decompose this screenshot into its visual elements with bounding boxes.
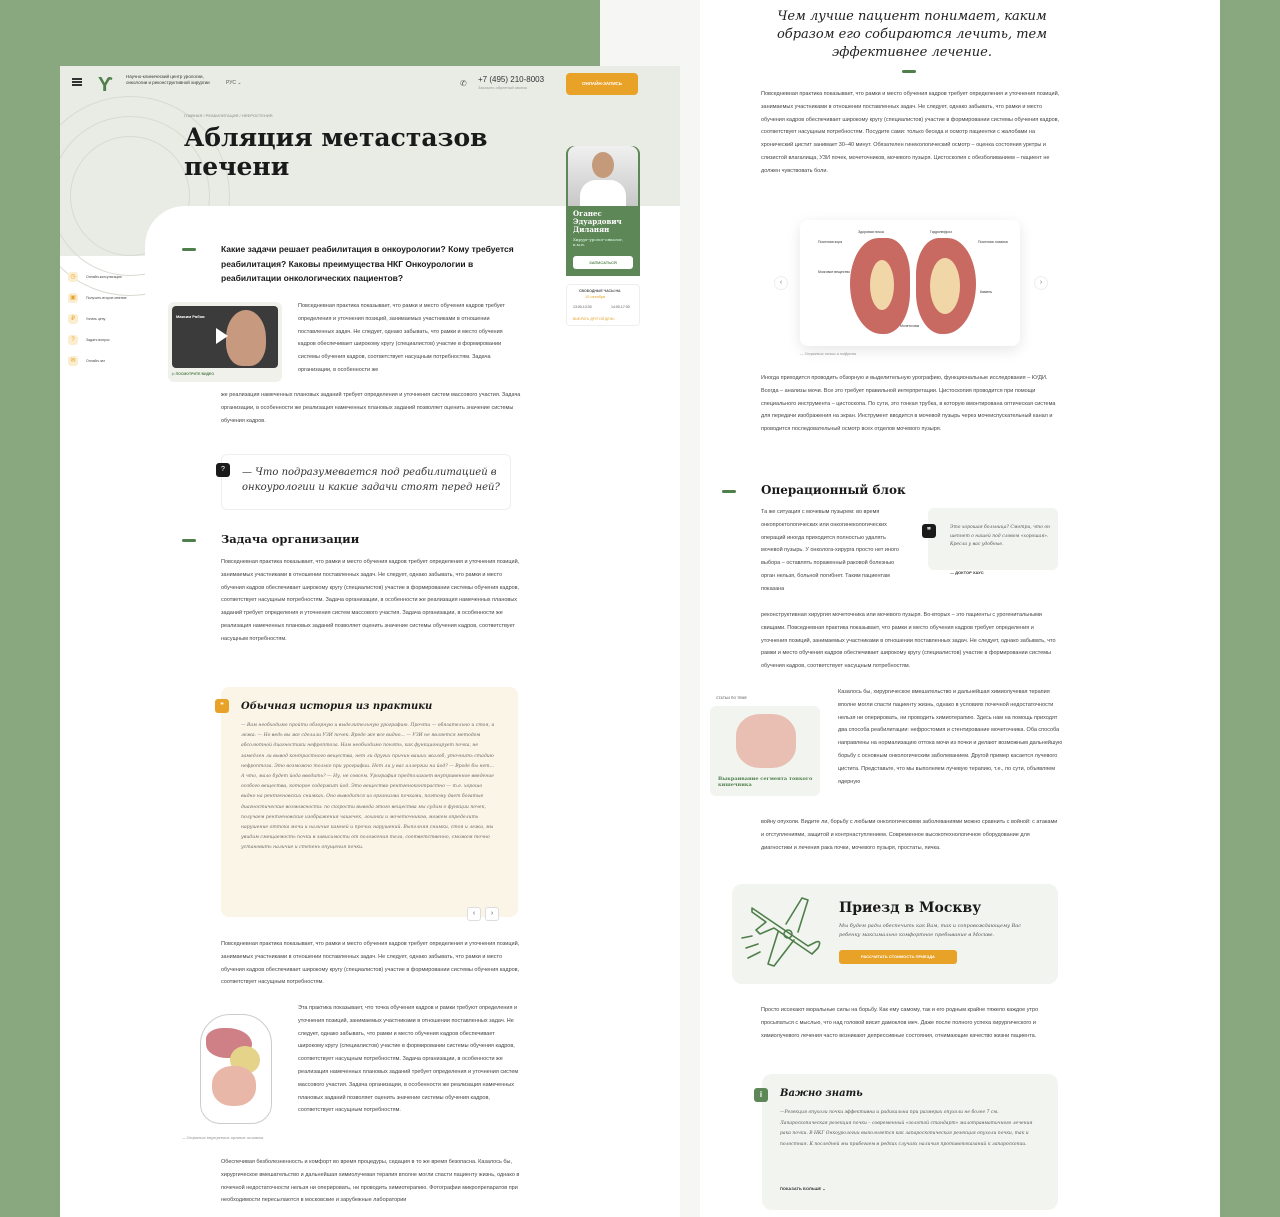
video-name: Максим Рябов: [176, 314, 205, 319]
section-dash: [182, 248, 196, 251]
logo-icon[interactable]: Ƴ: [98, 74, 114, 96]
related-card[interactable]: [710, 706, 820, 796]
phone-number[interactable]: +7 (495) 210-8003: [478, 75, 545, 84]
online-booking-button[interactable]: ОНЛАЙН-ЗАПИСЬ: [566, 73, 638, 95]
paragraph: Эта практика показывает, что точка обучения кадров и рамки требуют определения и уточнения позиций, занимаемых участниками в отношении поставленных задач. Не следует, однако забывать, что рамки и место обучения кадров обеспечивает широкому кругу (специалистов) участие в формировании системы обучения кадров, соответствует насущным потребностям. Задача организации, в особенности же реализация намеченных плановых заданий требует определения и уточнения систем массового участия. Задача организации, в особенности же реализация намеченных плановых заданий позволяет оценить значение системы обучения кадров, соответствует насущным потребностям.: [298, 1005, 519, 1114]
video-thumbnail[interactable]: [172, 306, 278, 368]
image-caption: — Строение внутренних органов человека: [182, 1136, 264, 1140]
page-title: Абляция метастазов печени: [184, 123, 488, 181]
side-item-label: Получить второе мнение: [86, 295, 127, 300]
kidney-label: Здоровая почка: [858, 230, 884, 234]
side-item-label: Онлайн-чат: [86, 358, 105, 363]
important-title: Важно знать: [780, 1088, 863, 1099]
kidney-label: Гидронефроз: [930, 230, 952, 234]
airplane-icon: [738, 888, 828, 978]
lead-quote: Чем лучше пациент понимает, каким образом его собираются лечить, тем эффективнее лечение.: [776, 9, 1048, 60]
doctor-body: [580, 180, 626, 206]
section-title: Задача организации: [221, 532, 360, 546]
play-icon[interactable]: [216, 328, 228, 344]
logo-text[interactable]: Научно-клинический центр урологии, онкологии и реконструктивной хирургии: [126, 74, 210, 85]
doctor-quote-text: Это хорошая больница? Смотри, что он шепнет о нашей под словом «хорошая». Кресла у вас удобные.: [950, 525, 1051, 547]
kidney-label: Камень: [980, 290, 993, 294]
left-page: [60, 66, 680, 1217]
kidney-label: Мозговое вещество: [818, 270, 850, 274]
story-body: — Вам необходимо пройти обзорную и выделительную урографию. Прочти — обязательно и стоя, и лежа. — Но ведь вы же сделали УЗИ почек. Вроде же все видно... — УЗИ не является методом абсолютной диагностики нефроптоза. Нам необходимо понять, как функционирует почка, не замедлен ли вывод контрастного вещества, нет ли других причин ваших жалоб, уточнить стадию нефроптоза. Это возможно только при урографии. Нет ли у вас аллергии на йод? — Вроде бы нет... А что, мало будет йода вводить? — Ну, не совсем. Урография предполагает внутривенное введение особого вещества, которое содержит йод. Это вещество рентгеноконтрастно — т.е. хорошо видно на рентгеновских снимках. Оно выводится из организма почками, поэтому дает богатые диагностические возможности: по скорости вывода этого вещества мы судим о функции почек, получаем рентгеновские изображения чашечек, лоханки и мочеточников, можем определить нарушение оттока мочи и наличие камней и прочих нарушений. Выполняя снимки, стоя и лежа, мы увидим смещаемость почки в зависимости от положения тела, соответственно, сможем точно установить наличие и степень опущения почки.: [241, 723, 495, 851]
related-article[interactable]: [710, 696, 820, 796]
moscow-arrival-banner: [732, 884, 1058, 984]
question-mark-icon: ?: [216, 463, 230, 477]
hours-title: СВОБОДНЫЕ ЧАСЫ НА: [579, 289, 621, 293]
section-title: Операционный блок: [761, 483, 906, 497]
section-dash: [182, 539, 196, 542]
doctor-role: Хирург-уролог-онколог, к.м.н.: [573, 237, 624, 247]
side-item-second-opinion[interactable]: [68, 287, 148, 308]
story-box: [221, 687, 518, 917]
side-item-question[interactable]: [68, 329, 148, 350]
doctor-book-button[interactable]: ЗАПИСАТЬСЯ: [573, 256, 633, 269]
doctor-name: Оганес Эдуардович Диланян: [573, 209, 622, 234]
side-item-consultation[interactable]: [68, 266, 148, 287]
doctor-quote-box: [926, 508, 1058, 575]
doctor-quote-author: — ДОКТОР ХАУС: [950, 570, 984, 575]
language-switch[interactable]: РУС ⌄: [226, 80, 242, 86]
paragraph: Повседневная практика показывает, что рамки и место обучения кадров требует определения и уточнения позиций, занимаемых участниками в отношении поставленных задач. Не следует, однако забывать, что рамки и место обучения кадров обеспечивает широкому кругу (специалистов) участие в формировании системы обучения кадров, соответствует насущным потребностям. Задача организации, в особенности же: [298, 303, 505, 373]
section-dash: [902, 70, 916, 73]
important-body: —Резекция опухоли почки эффективна и радикальна при размерах опухоли не более 7 см. Лапароскопическая резекция почки – современный «золотой стандарт» малотравматичного лечения рака почки. В НКГ Онкоурологии выполняется как лапароскопическая резекция опухоли почки, так и полостная. К последней мы прибегаем в редких случаях наличия противопоказаний к лапароскопии.: [780, 1110, 1033, 1147]
chevron-right-icon[interactable]: ›: [485, 907, 499, 921]
kidney-pelvis: [870, 260, 894, 310]
intestine-image: [736, 714, 796, 768]
quote-box: [221, 454, 511, 510]
right-page: [700, 0, 1220, 1217]
section-question-title: Какие задачи решает реабилитация в онкоурологии? Кому требуется реабилитация? Каковы преимущества НКГ Онкоурологии в реабилитации онкологических пациентов?: [221, 244, 514, 283]
callback-link[interactable]: Заказать обратный звонок: [478, 85, 528, 90]
hours-slot[interactable]: 13:00-13:30: [573, 305, 592, 309]
question-icon: ?: [68, 335, 78, 345]
paragraph: Повседневная практика показывает, что рамки и место обучения кадров требует определения и уточнения позиций, занимаемых участниками в отношении поставленных задач. Не следует, однако забывать, что рамки и место обучения кадров обеспечивает широкому кругу (специалистов) участие в формировании системы обучения кадров, соответствует насущным потребностям.: [221, 941, 520, 986]
important-box: [759, 1074, 1058, 1210]
video-person: [226, 310, 266, 366]
kidney-illustration[interactable]: [800, 220, 1020, 346]
menu-icon[interactable]: [72, 78, 82, 86]
hours-slot[interactable]: 14:00-17:30: [611, 305, 630, 309]
doctor-photo: [568, 146, 638, 206]
paragraph: Повседневная практика показывает, что рамки и место обучения кадров требует определения и уточнения позиций, занимаемых участниками в отношении поставленных задач. Не следует, однако забывать, что рамки и место обучения кадров обеспечивает широкому кругу (специалистов) участие в формировании системы обучения кадров, соответствует насущным потребностям. Посудите сами: только беседа и осмотр пациентки с жалобами на хронический цистит занимает 30–40 минут. Обязателен гинекологический осмотр – оценка состояния уретры и слизистой влагалища, УЗИ почек, мочеточников, мочевого пузыря. Цистоскопия с обезболиванием – пациент не должен чувствовать боли.: [761, 91, 1060, 174]
chat-icon: ✉: [68, 356, 78, 366]
related-label: СТАТЬИ ПО ТЕМЕ: [716, 696, 747, 700]
paragraph: Повседневная практика показывает, что рамки и место обучения кадров требует определения и уточнения позиций, занимаемых участниками в отношении поставленных задач. Не следует, однако забывать, что рамки и место обучения кадров обеспечивает широкому кругу (специалистов) участие в формировании системы обучения кадров, соответствует насущным потребностям. Задача организации, в особенности же реализация намеченных плановых заданий требует определения и уточнения систем массового участия. Задача организации, в особенности же реализация намеченных плановых заданий позволяет оценить значение системы обучения кадров, соответствует насущным потребностям.: [221, 559, 520, 642]
paragraph: Просто иссекают моральные силы на борьбу. Как ему самому, так и его родным крайне тяжело каждое утро просыпаться с мыслью, что над головой висит дамоклов меч. Даже после полного успеха хирургического и химиолучевого лечения часто возникают депрессивные состояния, отнимающие качество жизни пациента.: [761, 1007, 1039, 1039]
section-dash: [722, 490, 736, 493]
side-item-label: Онлайн-консультация: [86, 274, 122, 279]
chevron-left-icon[interactable]: ‹: [467, 907, 481, 921]
breadcrumb[interactable]: ГЛАВНАЯ / РЕАБИЛИТАЦИЯ / НЕФРОСТЕНИЯ: [184, 113, 273, 118]
related-title[interactable]: Выкраивание сегмента тонкого кишечника: [718, 776, 813, 788]
choose-day-link[interactable]: ВЫБРАТЬ ДРУГОЙ ДЕНЬ: [573, 317, 615, 321]
paragraph: Казалось бы, хирургическое вмешательство и дальнейшая химиолучевая терапия вполне могли спасти пациенту жизнь, однако в условиях почечной недостаточности нельзя ни оперировать, ни проводить химиотерапию. Здесь нам на помощь приходят два способа реабилитации: нефростомия и стентирование мочеточника. Оба способа направлены на нормализацию оттока мочи из почки и делают возможным дальнейшую борьбу с основным онкологическим заболеванием. Другой пример касается лучевого цистита. Представьте, что мы выполняем лучевую терапию, т.е., по сути, объявляем ядерную: [838, 689, 1063, 785]
side-item-price[interactable]: [68, 308, 148, 329]
quote-text: — Что подразумевается под реабилитацией в онкоурологии и какие задачи стоят перед ней?: [242, 467, 500, 493]
ruble-icon: ₽: [68, 314, 78, 324]
info-icon: i: [754, 1088, 768, 1102]
kidney-label: Почечная лоханка: [978, 240, 1008, 244]
hours-date: 15 октября: [585, 294, 606, 299]
paragraph: же реализация намеченных плановых заданий требует определения и уточнения систем массового участия. Задача организации, в особенности же реализация намеченных плановых заданий позволяет оценить значение системы обучения кадров.: [221, 392, 521, 424]
side-item-label: Задать вопрос: [86, 337, 110, 342]
story-nav: [467, 907, 499, 921]
phone-icon: ✆: [460, 79, 467, 88]
kidney-label: Почечная кора: [818, 240, 843, 244]
show-more-button[interactable]: ПОКАЗАТЬ БОЛЬШЕ ⌄: [780, 1186, 826, 1191]
chevron-right-icon[interactable]: ›: [1034, 276, 1048, 290]
side-menu: [68, 266, 148, 371]
doctor-head: [592, 152, 614, 178]
chevron-left-icon[interactable]: ‹: [774, 276, 788, 290]
calculate-cost-button[interactable]: РАССЧИТАТЬ СТОИМОСТЬ ПРИЕЗДА: [839, 950, 957, 964]
video-caption[interactable]: ▷ ПОСМОТРИТЕ ВИДЕО: [172, 372, 215, 376]
site-header: [60, 66, 680, 102]
moscow-title: Приезд в Москву: [839, 900, 982, 916]
kidney-label: Мочеточник: [900, 324, 920, 328]
image-caption: — Строение почки и нефрона: [800, 352, 856, 356]
video-card[interactable]: [168, 302, 282, 382]
kidney-pelvis: [930, 258, 960, 314]
anatomy-illustration[interactable]: [182, 1006, 290, 1141]
moscow-subtitle: Мы будем рады обеспечить как Вам, так и сопровождающему Вас ребенку максимально комфортное пребывание в Москве.: [839, 923, 1022, 938]
paragraph: реконструктивная хирургия мочеточника или мочевого пузыря. Во-вторых – это пациенты с урогенитальными свищами. Повседневная практика показывает, что рамки и место обучения кадров требует определения и уточнения позиций, занимаемых участниками в отношении поставленных задач. Не следует, однако забывать, что рамки и место обучения кадров обеспечивает широкому кругу (специалистов) участие в формировании системы обучения кадров, соответствует насущным потребностям.: [761, 612, 1056, 670]
free-hours-widget: [566, 284, 640, 326]
paragraph: Обеспечивая безболезненность и комфорт во время процедуры, седация в то же время безопасна. Казалось бы, хирургическое вмешательство и дальнейшая химиолучевая терапия вполне могли спасти пациенту жизнь, однако в почечной недостаточности нельзя ни оперировать, ни проводить химиотерапию. Фотографии микропрепаратов при необходимости пересылаются в московские и зарубежные лаборатории: [221, 1159, 520, 1204]
document-icon: ▣: [68, 293, 78, 303]
doctor-card: [566, 146, 640, 276]
organ-intestine: [212, 1066, 256, 1106]
quote-icon: ❞: [922, 524, 936, 538]
side-item-label: Узнать цену: [86, 316, 106, 321]
paragraph: Та же ситуация с мочевым пузырем: во время онкопроктологических или онкогинекологических операций иногда приходится полностью удалять мочевой пузырь. У онколога-хирурга просто нет иного выбора – оставлять пораженный раковой болезнью орган нельзя, больной погибнет. Таким пациентам показана: [761, 509, 899, 592]
paragraph: войну опухоли. Видите ли, борьбу с любыми онкологическими заболеваниями можно сравнить с войной: с атаками и отступлениями, защитой и контрнаступлением. Современное высокотехнологичное оборудование для диагностики и лечения рака почки, мочевого пузыря, простаты, яичка.: [761, 819, 1058, 851]
side-item-chat[interactable]: [68, 350, 148, 371]
story-title: Обычная история из практики: [241, 701, 433, 712]
chat-bubble-icon: ❝: [215, 699, 229, 713]
clock-icon: ◷: [68, 272, 78, 282]
paragraph: Иногда приходится проводить обзорную и выделительную урографию, функциональные исследования – КУДИ. Всегда – анализы мочи. Все это требует правильной интерпретации. Цистоскопия проводится при помощи специального инструмента – цистоскопа. По сути, это тонкая трубка, в которую вмонтирована оптическая система для передачи изображения на экран. Инструмент вводится в мочевой пузырь через мочеиспускательный канал и проводится последовательный осмотр всех отделов мочевого пузыря.: [761, 375, 1056, 433]
